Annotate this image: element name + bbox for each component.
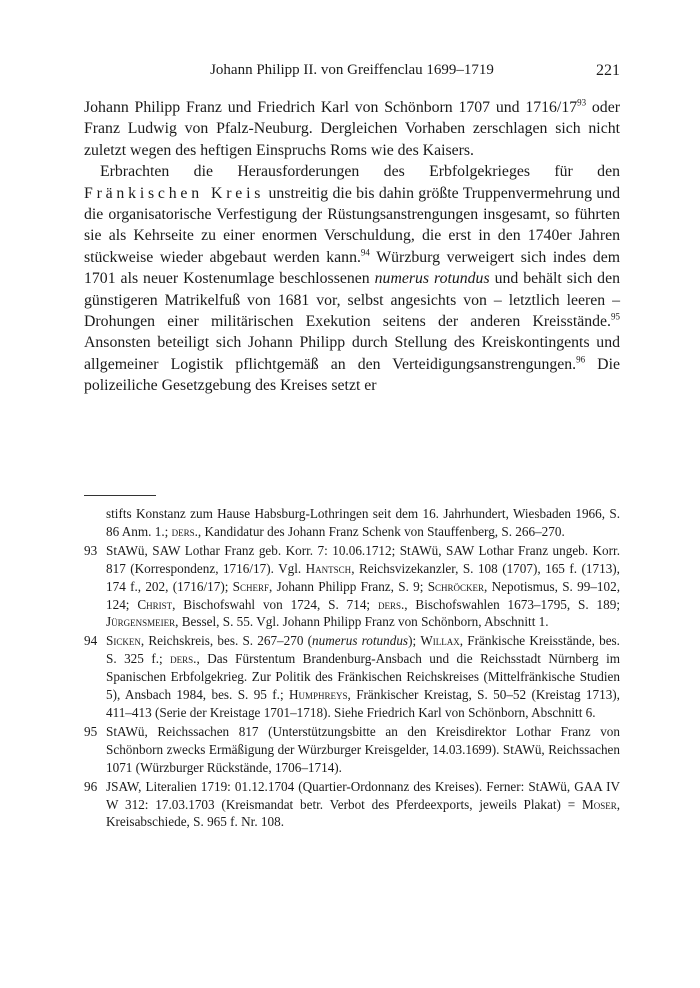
italic-term: numerus rotundus xyxy=(312,633,409,649)
text-run: , Das Fürstentum Brandenburg-Ansbach und die Reichsstadt Nürnberg im Spanischen Erbfolgekrieg. Zur Politik des Fränkischen Reichskreises (Mittelfränkische Studien 5), Ansbach 1984, bes. S. 95 f.; xyxy=(106,651,620,703)
footnote-number: 95 xyxy=(84,723,98,739)
text-run: oder Franz Ludwig von Pfalz-Neuburg. Dergleichen Vorhaben zerschlagen sich nicht zuletzt wegen des heftigen Einspruchs Roms wie des Kaisers. xyxy=(84,99,620,159)
running-header xyxy=(84,62,620,84)
author-name: ders. xyxy=(171,523,198,539)
text-run: Ansonsten beteiligt sich Johann Philipp durch Stellung des Kreiskontingents und allgemeiner Logistik pflichtgemäß an den Verteidigungsanstrengungen. xyxy=(84,334,620,373)
footnote-ref-96[interactable]: 96 xyxy=(576,354,586,365)
footnote-ref-95[interactable]: 95 xyxy=(611,311,620,322)
author-name: Sicken xyxy=(106,633,141,649)
author-name: Willax xyxy=(420,633,460,649)
author-name: ders. xyxy=(170,651,197,667)
author-name: Hantsch xyxy=(305,560,352,576)
footnote-number: 93 xyxy=(84,542,98,558)
author-name: Moser xyxy=(581,796,617,812)
text-run: Würzburg verweigert sich indes dem 1701 als neuer Kostenumlage beschlossenen xyxy=(84,248,620,288)
text-run: unstreitig die bis dahin größte Truppenvermehrung und die organisatorische Verfestigung der Rüstungsanstrengungen insgesamt, so führten sie als Kehrseite zu einer enormen Verschuldung, die erst in den 1740er Jahren stückweise wieder abgebaut werden kann. xyxy=(84,184,620,266)
footnote-ref-94[interactable]: 94 xyxy=(360,247,370,258)
text-run: , Reichskreis, bes. S. 267–270 ( xyxy=(140,633,313,649)
footnote-93 xyxy=(84,542,620,632)
author-name: Humphreys xyxy=(288,687,348,703)
text-run: , Fränkischer Kreistag, S. 50–52 (Kreistag 1713), 411–413 (Serie der Kreistage 1701–1718). Siehe Friedrich Karl von Schönborn, Abschnitt 6. xyxy=(106,687,620,720)
text-run: , Fränkische Kreisstände, bes. S. 325 f.; xyxy=(106,633,620,667)
author-name: Christ xyxy=(137,596,173,612)
text-run: JSAW, Literalien 1719: 01.12.1704 (Quartier-Ordonnanz des Kreises). Ferner: StAWü, GAA IV W 312: 17.03.1703 (Kreismandat betr. Verbot des Pferdeexports, jeweils Plakat) = xyxy=(106,778,620,812)
footnote-96 xyxy=(84,778,620,832)
author-name: Scherf xyxy=(232,578,270,594)
footnote-separator xyxy=(84,495,156,496)
spaced-term: Fränkischen Kreis xyxy=(84,184,265,202)
text-run: , Kandidatur des Johann Franz Schenk von Stauffenberg, S. 266–270. xyxy=(197,523,565,539)
text-run: , Reichsvizekanzler, S. 108 (1707), 165 f. (1713), 174 f., 202, (1716/17); xyxy=(106,560,620,594)
main-text xyxy=(84,97,620,397)
footnote-95 xyxy=(84,723,620,777)
text-run: Die polizeiliche Gesetzgebung des Kreises setzt er xyxy=(84,355,620,395)
text-run: stifts Konstanz zum Hause Habsburg-Lothringen seit dem 16. Jahrhundert, Wiesbaden 1966, S. 86 Anm. 1.; xyxy=(106,506,620,539)
footnote-number: 96 xyxy=(84,778,98,794)
footnote-continuation xyxy=(84,505,620,541)
text-run: und behält sich den günstigeren Matrikelfuß von 1681 vor, selbst angesichts von – letztlich leeren – Drohungen einer militärischen Exekution seitens der anderen Kreisstände. xyxy=(84,270,620,331)
text-run: StAWü, Reichssachen 817 (Unterstützungsbitte an den Kreisdirektor Lothar Franz von Schönborn zwecks Ermäßigung der Würzburger Kreisgelder, 14.03.1699). StAWü, Reichssachen 1071 (Würzburger Rückstände, 1706–1714). xyxy=(106,723,620,775)
text-run: StAWü, SAW Lothar Franz geb. Korr. 7: 10.06.1712; StAWü, SAW Lothar Franz ungeb. Korr. 817 (Korrespondenz, 1716/17). Vgl. xyxy=(106,542,620,576)
text-run: Erbrachten die Herausforderungen des Erbfolgekrieges für den xyxy=(100,163,620,181)
footnote-number: 94 xyxy=(84,633,98,649)
text-run: Johann Philipp Franz und Friedrich Karl von Schönborn 1707 und 1716/17 xyxy=(84,99,578,116)
page-number: 221 xyxy=(596,62,620,79)
footnotes xyxy=(84,505,620,832)
text-run: , Bischofswahlen 1673–1795, S. 189; xyxy=(404,596,620,612)
text-run: , Johann Philipp Franz, S. 9; xyxy=(269,578,428,594)
text-run: , Bischofswahl von 1724, S. 714; xyxy=(172,596,378,612)
author-name: ders. xyxy=(377,596,405,612)
text-run: , Kreisabschiede, S. 965 f. Nr. 108. xyxy=(106,796,620,830)
footnote-ref-93[interactable]: 93 xyxy=(577,97,587,108)
paragraph-1 xyxy=(84,97,620,161)
author-name: Jürgensmeier xyxy=(106,614,176,630)
running-title: Johann Philipp II. von Greiffenclau 1699–1719 xyxy=(210,62,494,78)
text-run: , Bessel, S. 55. Vgl. Johann Philipp Franz von Schönborn, Abschnitt 1. xyxy=(175,614,549,630)
text-run: , Nepotismus, S. 99–102, 124; xyxy=(106,578,620,612)
author-name: Schröcker xyxy=(427,578,485,594)
italic-term: numerus rotundus xyxy=(374,270,490,288)
text-run: ); xyxy=(408,633,421,649)
paragraph-2 xyxy=(84,161,620,396)
footnote-94 xyxy=(84,632,620,722)
